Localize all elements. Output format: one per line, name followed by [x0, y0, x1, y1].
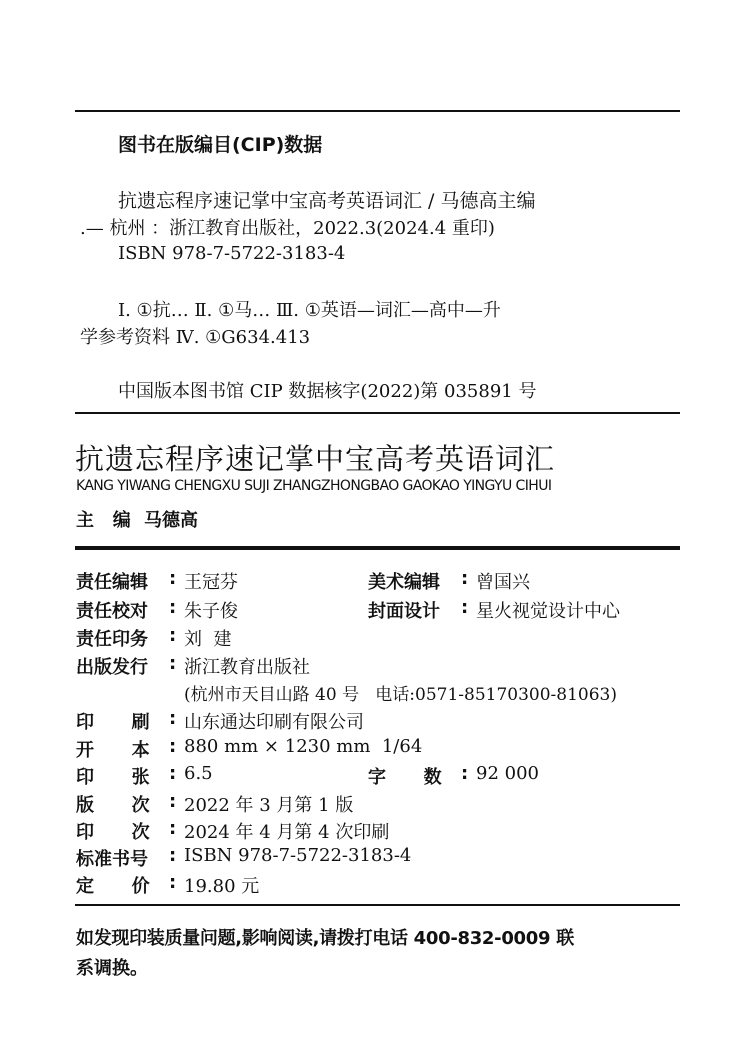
notice-line-2: 系调换。	[76, 958, 148, 979]
top-rule	[75, 110, 680, 112]
cip-line-2: .— 杭州 ：浙江教育出版社，2022.3(2024.4 重印)	[80, 218, 495, 239]
value-printing-manager: 刘 建	[184, 629, 232, 650]
colon: :	[461, 763, 469, 784]
colon: :	[169, 568, 177, 589]
colon: :	[169, 597, 177, 618]
value-responsible-editor: 王冠芬	[184, 572, 238, 593]
colon: :	[169, 708, 177, 729]
value-printer: 山东通达印刷有限公司	[184, 712, 364, 733]
label-impression: 印 次	[76, 822, 150, 843]
value-edition: 2022 年 3 月第 1 版	[184, 795, 354, 816]
colon: :	[169, 845, 177, 866]
cip-line-1: 抗遗忘程序速记掌中宝高考英语词汇 / 马德高主编	[118, 190, 536, 212]
value-impression: 2024 年 4 月第 4 次印刷	[184, 822, 390, 843]
colon: :	[169, 653, 177, 674]
label-cover-design: 封面设计	[368, 601, 440, 622]
book-title-pinyin: KANG YIWANG CHENGXU SUJI ZHANGZHONGBAO GAOKAO YINGYU CIHUI	[76, 478, 552, 494]
colon: :	[169, 763, 177, 784]
label-proofreader: 责任校对	[76, 601, 148, 622]
cip-class-line-2: 学参考资料 Ⅳ. ①G634.413	[80, 327, 311, 348]
colon: :	[169, 791, 177, 812]
label-edition: 版 次	[76, 795, 150, 816]
cip-heading: 图书在版编目(CIP)数据	[118, 134, 323, 156]
notice-top-rule	[75, 904, 680, 906]
value-words: 92 000	[476, 763, 539, 784]
label-printing-manager: 责任印务	[76, 629, 148, 650]
title-bottom-rule	[75, 546, 680, 550]
value-isbn: ISBN 978-7-5722-3183-4	[184, 845, 412, 866]
label-format: 开 本	[76, 740, 150, 761]
cip-bottom-rule	[75, 412, 680, 414]
label-printer: 印 刷	[76, 712, 150, 733]
label-publisher: 出版发行	[76, 657, 148, 678]
label-isbn: 标准书号	[76, 849, 148, 870]
label-sheets: 印 张	[76, 767, 150, 788]
colon: :	[169, 736, 177, 757]
value-art-editor: 曾国兴	[476, 572, 530, 593]
editor-label: 主 编	[76, 510, 131, 531]
value-proofreader: 朱子俊	[184, 601, 238, 622]
cip-verify: 中国版本图书馆 CIP 数据核字(2022)第 035891 号	[118, 381, 537, 402]
value-publisher: 浙江教育出版社	[184, 657, 310, 678]
value-price: 19.80 元	[184, 876, 260, 897]
label-words: 字 数	[368, 767, 442, 788]
label-price: 定 价	[76, 876, 150, 897]
value-format: 880 mm × 1230 mm 1/64	[184, 736, 423, 757]
value-publisher-address: (杭州市天目山路 40 号 电话:0571-85170300-81063)	[184, 685, 618, 705]
value-sheets: 6.5	[184, 763, 213, 784]
colon: :	[169, 625, 177, 646]
label-responsible-editor: 责任编辑	[76, 572, 148, 593]
colon: :	[169, 818, 177, 839]
label-art-editor: 美术编辑	[368, 572, 440, 593]
editor-name: 马德高	[144, 510, 198, 531]
value-cover-design: 星火视觉设计中心	[476, 601, 620, 622]
notice-line-1: 如发现印装质量问题,影响阅读,请拨打电话 400-832-0009 联	[76, 928, 574, 949]
colon: :	[169, 872, 177, 893]
cip-class-line-1: Ⅰ. ①抗… Ⅱ. ①马… Ⅲ. ①英语—词汇—高中—升	[118, 300, 501, 321]
book-title: 抗遗忘程序速记掌中宝高考英语词汇	[75, 442, 556, 476]
cip-line-3: ISBN 978-7-5722-3183-4	[118, 243, 346, 264]
colon: :	[461, 597, 469, 618]
colon: :	[461, 568, 469, 589]
